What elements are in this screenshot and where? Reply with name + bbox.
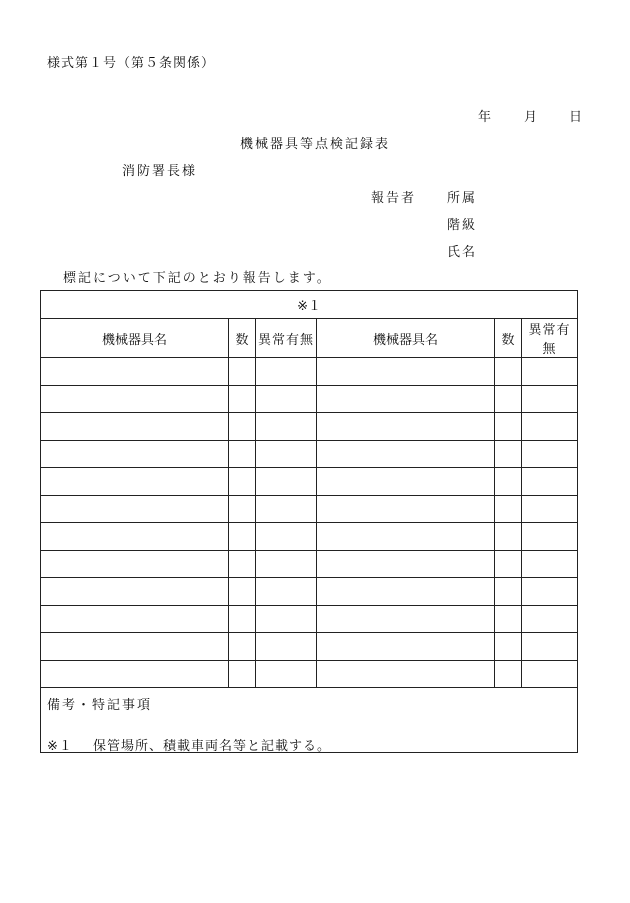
equipment-name-cell-right[interactable] [317,605,495,633]
form-number: 様式第１号（第５条関係） [47,56,216,71]
quantity-cell-right[interactable] [495,550,522,578]
quantity-cell-left[interactable] [229,523,256,551]
equipment-name-cell-left[interactable] [41,550,229,578]
equipment-name-cell-right[interactable] [317,633,495,661]
quantity-cell-right[interactable] [495,523,522,551]
table-row [41,605,578,633]
table-row [41,550,578,578]
abnormality-cell-right[interactable] [522,413,578,441]
equipment-name-cell-right[interactable] [317,495,495,523]
quantity-cell-right[interactable] [495,413,522,441]
quantity-header-left: 数 [229,319,256,358]
quantity-header-right: 数 [495,319,522,358]
quantity-cell-right[interactable] [495,605,522,633]
equipment-name-cell-right[interactable] [317,440,495,468]
equipment-name-cell-right[interactable] [317,358,495,386]
remarks-label: 備考・特記事項 [47,698,153,713]
abnormality-cell-left[interactable] [256,495,317,523]
equipment-name-cell-right[interactable] [317,660,495,688]
equipment-name-header-right: 機械器具名 [317,319,495,358]
equipment-name-cell-right[interactable] [317,578,495,606]
quantity-cell-left[interactable] [229,385,256,413]
abnormality-cell-right[interactable] [522,550,578,578]
affiliation-label: 所属 [447,191,478,206]
abnormality-cell-right[interactable] [522,358,578,386]
abnormality-cell-left[interactable] [256,440,317,468]
date-year-label: 年 [478,110,493,125]
equipment-name-cell-left[interactable] [41,468,229,496]
equipment-name-header-left: 機械器具名 [41,319,229,358]
table-row [41,523,578,551]
abnormality-cell-right[interactable] [522,578,578,606]
quantity-cell-left[interactable] [229,440,256,468]
quantity-cell-left[interactable] [229,605,256,633]
abnormality-cell-right[interactable] [522,605,578,633]
date-month-label: 月 [524,110,539,125]
quantity-cell-right[interactable] [495,358,522,386]
table-row [41,578,578,606]
quantity-cell-right[interactable] [495,440,522,468]
abnormality-header-right: 異常有無 [522,319,578,358]
abnormality-cell-right[interactable] [522,660,578,688]
addressee: 消防署長様 [122,164,198,179]
equipment-name-cell-right[interactable] [317,385,495,413]
equipment-name-cell-left[interactable] [41,413,229,441]
abnormality-cell-left[interactable] [256,660,317,688]
abnormality-cell-right[interactable] [522,385,578,413]
equipment-name-cell-left[interactable] [41,605,229,633]
reporter-label: 報告者 [371,191,417,206]
table-row [41,468,578,496]
equipment-name-cell-left[interactable] [41,495,229,523]
inspection-table [40,290,578,753]
quantity-cell-right[interactable] [495,660,522,688]
equipment-name-cell-left[interactable] [41,633,229,661]
table-row [41,358,578,386]
quantity-cell-right[interactable] [495,385,522,413]
equipment-name-cell-right[interactable] [317,468,495,496]
equipment-name-cell-right[interactable] [317,523,495,551]
location-header-cell[interactable]: ※１ [41,291,578,319]
name-label: 氏名 [447,245,478,260]
quantity-cell-right[interactable] [495,633,522,661]
table-row [41,385,578,413]
abnormality-header-left: 異常有無 [256,319,317,358]
table-row [41,495,578,523]
quantity-cell-left[interactable] [229,550,256,578]
abnormality-cell-right[interactable] [522,440,578,468]
quantity-cell-left[interactable] [229,413,256,441]
location-header-row [41,291,578,319]
equipment-name-cell-left[interactable] [41,578,229,606]
footnote [47,735,331,754]
equipment-name-cell-right[interactable] [317,550,495,578]
equipment-name-cell-right[interactable] [317,413,495,441]
abnormality-cell-left[interactable] [256,550,317,578]
equipment-name-cell-left[interactable] [41,523,229,551]
abnormality-cell-right[interactable] [522,468,578,496]
equipment-name-cell-left[interactable] [41,440,229,468]
abnormality-cell-left[interactable] [256,605,317,633]
quantity-cell-left[interactable] [229,495,256,523]
rank-label: 階級 [447,218,478,233]
abnormality-cell-right[interactable] [522,523,578,551]
abnormality-cell-left[interactable] [256,578,317,606]
quantity-cell-left[interactable] [229,358,256,386]
abnormality-cell-left[interactable] [256,523,317,551]
date-day-label: 日 [569,110,584,125]
abnormality-cell-left[interactable] [256,385,317,413]
equipment-name-cell-left[interactable] [41,385,229,413]
quantity-cell-left[interactable] [229,468,256,496]
quantity-cell-right[interactable] [495,495,522,523]
abnormality-cell-right[interactable] [522,495,578,523]
report-statement: 標記について下記のとおり報告します。 [63,271,332,286]
abnormality-cell-left[interactable] [256,358,317,386]
quantity-cell-left[interactable] [229,660,256,688]
quantity-cell-left[interactable] [229,578,256,606]
footnote-text: 保管場所、積載車両名等と記載する。 [93,739,332,754]
column-header-row [41,319,578,358]
equipment-name-cell-left[interactable] [41,358,229,386]
abnormality-cell-right[interactable] [522,633,578,661]
quantity-cell-right[interactable] [495,578,522,606]
equipment-name-cell-left[interactable] [41,660,229,688]
quantity-cell-left[interactable] [229,633,256,661]
table-row [41,413,578,441]
date-line [478,106,583,125]
abnormality-cell-left[interactable] [256,633,317,661]
table-row [41,660,578,688]
document-title: 機械器具等点検記録表 [239,137,390,152]
abnormality-cell-left[interactable] [256,413,317,441]
table-row [41,440,578,468]
footnote-mark: ※１ [47,739,73,754]
abnormality-cell-left[interactable] [256,468,317,496]
quantity-cell-right[interactable] [495,468,522,496]
table-row [41,633,578,661]
